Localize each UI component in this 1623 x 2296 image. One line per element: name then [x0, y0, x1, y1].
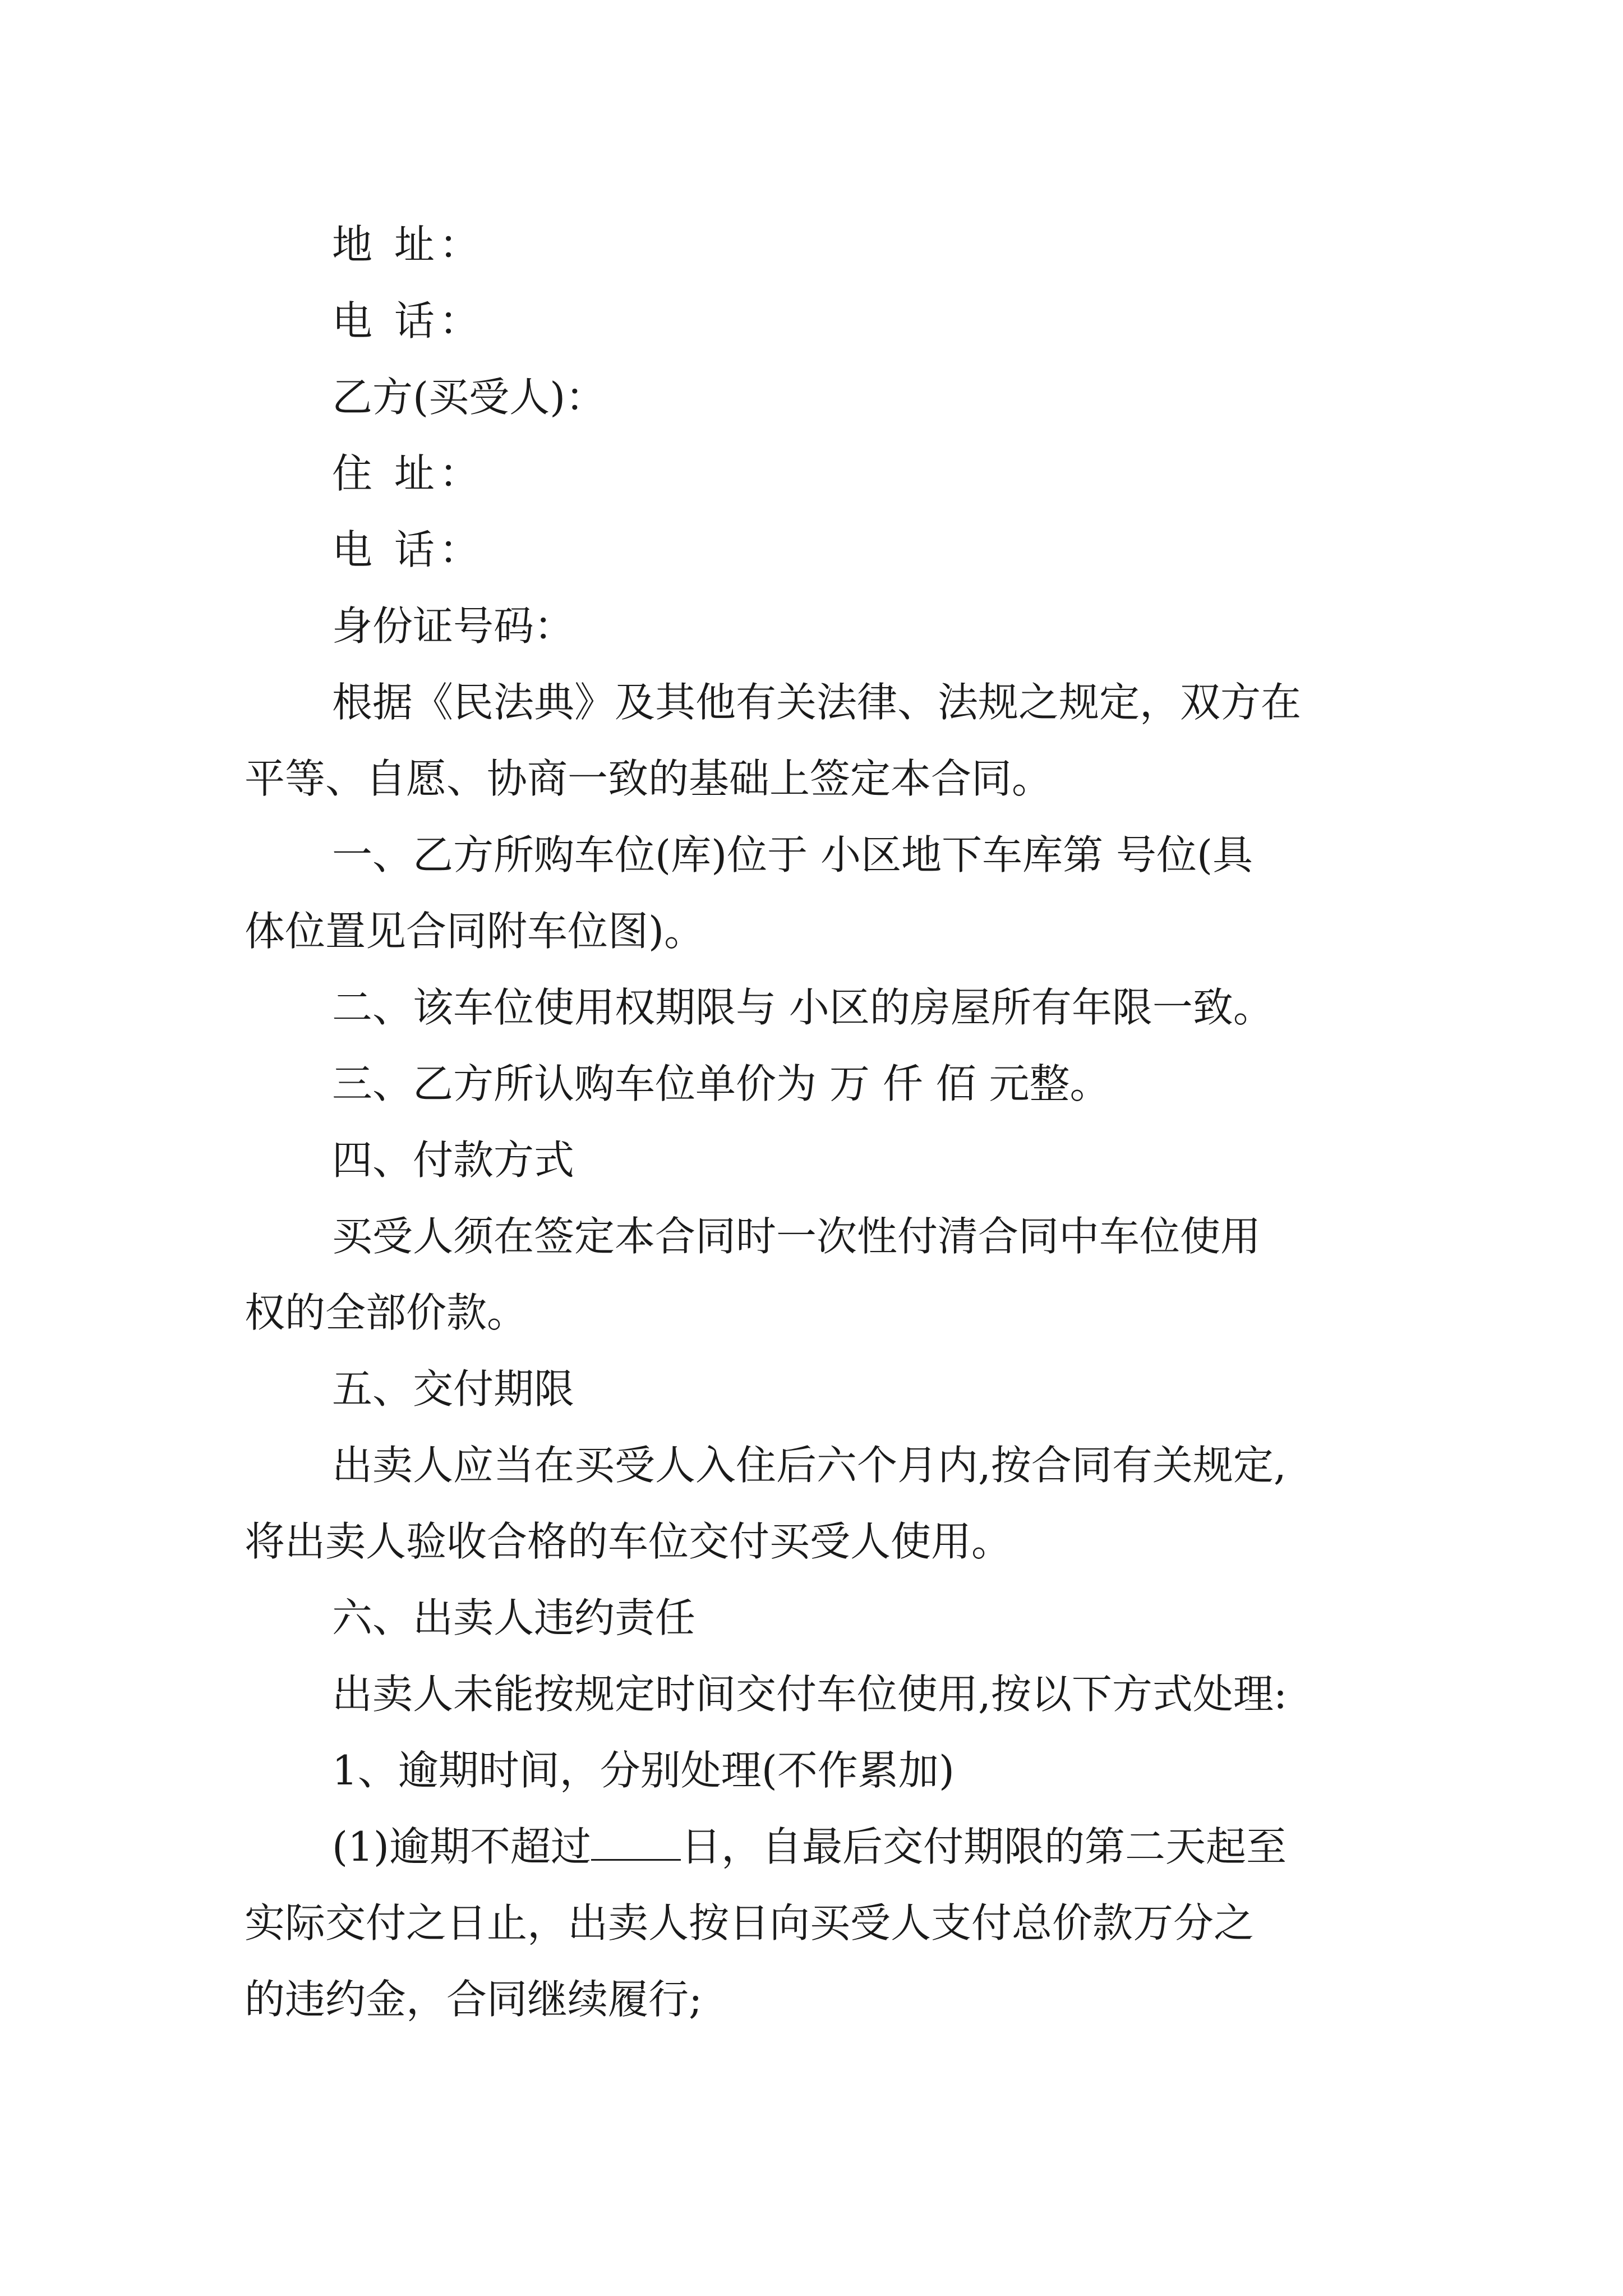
id-number-label: 身份证号码：: [332, 602, 575, 650]
clause-2: 二、该车位使用权期限与 小区的房屋所有年限一致。: [332, 984, 1274, 1031]
clause-4-body-line-2: 权的全部价款。: [245, 1289, 528, 1336]
seller-address-label: 地 址：: [332, 221, 484, 268]
paragraph-legal-basis-line-1: 根据《民法典》及其他有关法律、法规之规定，双方在: [332, 679, 1302, 726]
clause-3: 三、乙方所认购车位单价为 万 仟 佰 元整。: [332, 1060, 1110, 1107]
buyer-address-label: 住 址：: [332, 450, 484, 497]
seller-phone-label: 电 话：: [332, 297, 484, 344]
paragraph-legal-basis-line-2: 平等、自愿、协商一致的基础上签定本合同。: [245, 755, 1053, 802]
clause-6-body: 出卖人未能按规定时间交付车位使用,按以下方式处理:: [332, 1671, 1288, 1718]
clause-5-body-line-2: 将出卖人验收合格的车位交付买受人使用。: [245, 1518, 1012, 1565]
clause-4-heading: 四、付款方式: [332, 1137, 575, 1184]
clause-6-subitem-1-line-1: [332, 1820, 1287, 1874]
clause-4-body-line-1: 买受人须在签定本合同时一次性付清合同中车位使用: [332, 1213, 1261, 1260]
buyer-phone-label: 电 话：: [332, 526, 484, 573]
clause-5-body-line-1: 出卖人应当在买受人入住后六个月内,按合同有关规定,: [332, 1442, 1287, 1489]
clause-6-subitem-1-line-3: 的违约金，合同继续履行;: [245, 1976, 703, 2023]
party-b-buyer-label: 乙方(买受人)：: [332, 374, 606, 421]
subitem-1-prefix: (1)逾期不超过: [332, 1823, 591, 1870]
clause-1-line-1: 一、乙方所购车位(库)位于 小区地下车库第 号位(具: [332, 831, 1253, 878]
clause-1-line-2: 体位置见合同附车位图)。: [245, 908, 705, 955]
clause-6-item-1: 1、逾期时间，分别处理(不作累加): [332, 1747, 955, 1794]
subitem-1-suffix: 日，自最后交付期限的第二天起至: [681, 1823, 1287, 1870]
clause-6-subitem-1-line-2: 实际交付之日止，出卖人按日向买受人支付总价款万分之: [245, 1899, 1255, 1947]
days-blank: [591, 1820, 681, 1861]
clause-5-heading: 五、交付期限: [332, 1365, 575, 1412]
clause-6-heading: 六、出卖人违约责任: [332, 1594, 696, 1641]
